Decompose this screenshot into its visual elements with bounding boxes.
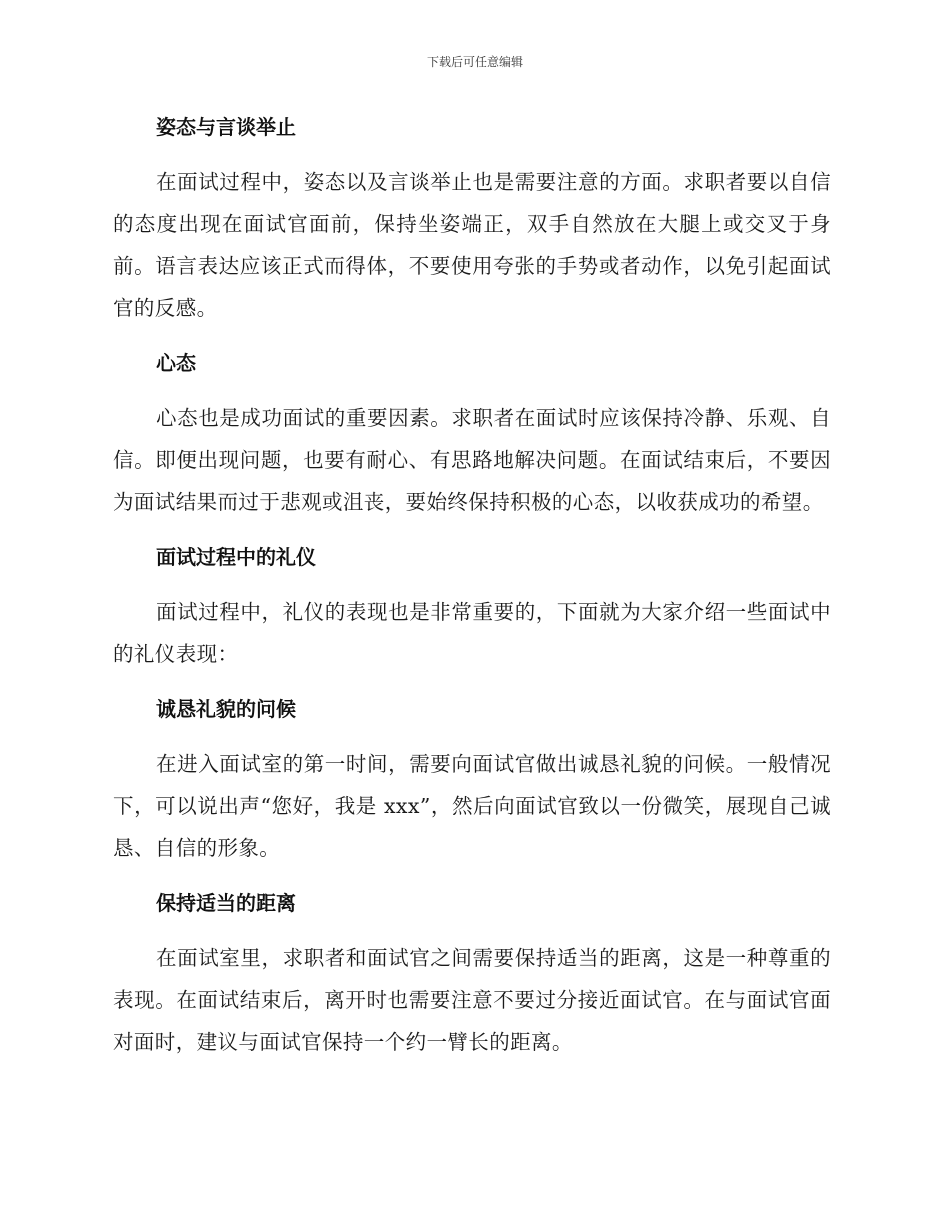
- section-heading: 诚恳礼貌的问候: [156, 697, 296, 721]
- section-paragraph: 在进入面试室的第一时间，需要向面试官做出诚恳礼貌的问候。一般情况下，可以说出声“您好，我是 xxx”，然后向面试官致以一份微笑，展现自己诚恳、自信的形象。: [113, 752, 831, 860]
- section-mindset: [113, 342, 831, 523]
- document-body: [113, 106, 831, 1076]
- section-paragraph: 心态也是成功面试的重要因素。求职者在面试时应该保持冷静、乐观、自信。即便出现问题，也要有耐心、有思路地解决问题。在面试结束后，不要因为面试结果而过于悲观或沮丧，要始终保持积极的心态，以收获成功的希望。: [113, 406, 831, 514]
- section-paragraph: 面试过程中，礼仪的表现也是非常重要的，下面就为大家介绍一些面试中的礼仪表现：: [113, 600, 831, 666]
- page-header: 下载后可任意编辑: [426, 55, 523, 69]
- section-posture: [113, 106, 831, 329]
- section-etiquette: [113, 536, 831, 675]
- section-heading: 面试过程中的礼仪: [156, 545, 316, 569]
- section-heading: 心态: [156, 351, 196, 375]
- section-greeting: [113, 688, 831, 869]
- section-paragraph: 在面试室里，求职者和面试官之间需要保持适当的距离，这是一种尊重的表现。在面试结束后，离开时也需要注意不要过分接近面试官。在与面试官面对面时，建议与面试官保持一个约一臂长的距离。: [113, 946, 831, 1054]
- section-paragraph: 在面试过程中，姿态以及言谈举止也是需要注意的方面。求职者要以自信的态度出现在面试官面前，保持坐姿端正，双手自然放在大腿上或交叉于身前。语言表达应该正式而得体，不要使用夸张的手势或者动作，以免引起面试官的反感。: [113, 170, 831, 320]
- section-distance: [113, 882, 831, 1063]
- section-heading: 保持适当的距离: [156, 891, 296, 915]
- section-heading: 姿态与言谈举止: [156, 115, 296, 139]
